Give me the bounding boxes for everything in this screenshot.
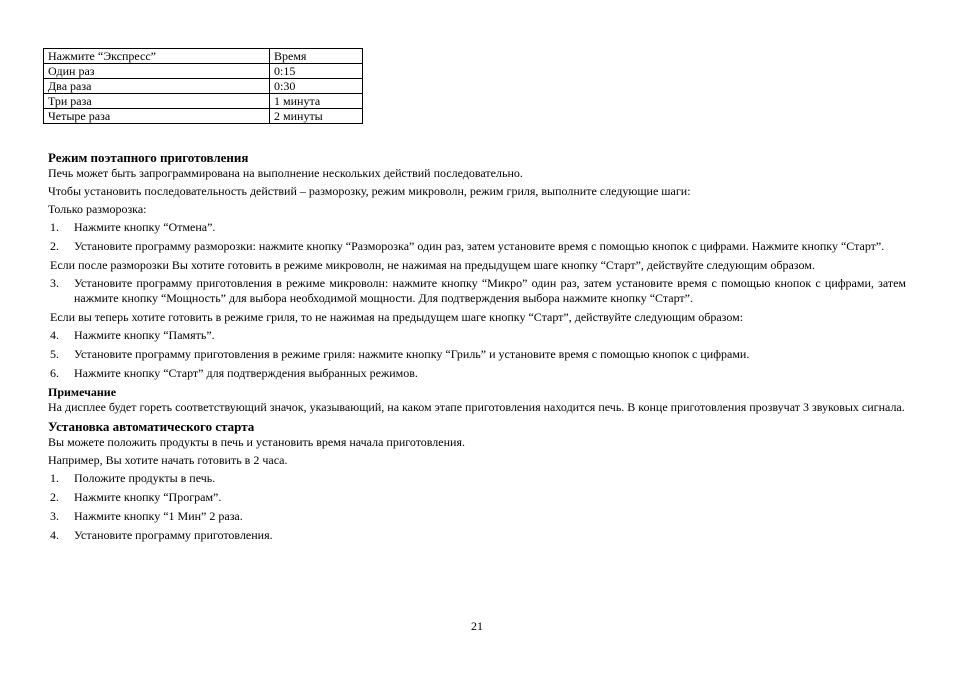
step-number: 2. — [50, 239, 59, 253]
section-heading-stepwise-cooking: Режим поэтапного приготовления — [48, 150, 249, 165]
note-heading: Примечание — [48, 385, 117, 399]
table-row — [44, 79, 363, 94]
table-cell: 0:15 — [270, 64, 363, 79]
list-item — [48, 528, 906, 543]
step-number: 3. — [50, 509, 59, 523]
step-number: 3. — [50, 276, 59, 290]
list-item — [48, 490, 906, 505]
table-cell: Два раза — [44, 79, 270, 94]
paragraph: Вы можете положить продукты в печь и установить время начала приготовления. — [48, 435, 465, 449]
table-header-cell: Время — [270, 49, 363, 64]
main-content — [48, 149, 906, 547]
table-cell: 0:30 — [270, 79, 363, 94]
page-number: 21 — [471, 619, 483, 633]
express-time-table — [43, 48, 363, 124]
step-text: Нажмите кнопку “Програм”. — [74, 490, 222, 504]
step-text: Нажмите кнопку “Старт” для подтверждения выбранных режимов. — [74, 366, 418, 380]
steps-list — [48, 276, 906, 306]
paragraph: Если после разморозки Вы хотите готовить в режиме микроволн, не нажимая на предыдущем шаге кнопку “Старт”, действуйте следующим образом. — [50, 258, 815, 272]
table-header-row — [44, 49, 363, 64]
list-item — [48, 509, 906, 524]
step-number: 4. — [50, 328, 59, 342]
list-item — [48, 347, 906, 362]
table-row — [44, 109, 363, 124]
steps-list — [48, 220, 906, 254]
step-number: 4. — [50, 528, 59, 542]
paragraph: Например, Вы хотите начать готовить в 2 часа. — [48, 453, 288, 467]
step-number: 5. — [50, 347, 59, 361]
table-cell: 2 минуты — [270, 109, 363, 124]
paragraph: Только разморозка: — [48, 202, 147, 216]
list-item — [48, 328, 906, 343]
table-row — [44, 64, 363, 79]
step-text: Нажмите кнопку “1 Мин” 2 раза. — [74, 509, 243, 523]
note-text: На дисплее будет гореть соответствующий значок, указывающий, на каком этапе приготовления находится печь. В конце приготовления прозвучат 3 звуковых сигнала. — [48, 400, 905, 414]
table-cell: Один раз — [44, 64, 270, 79]
step-text: Нажмите кнопку “Отмена”. — [74, 220, 216, 234]
list-item — [48, 471, 906, 486]
list-item — [48, 366, 906, 381]
steps-list — [48, 328, 906, 381]
steps-list — [48, 471, 906, 543]
step-number: 1. — [50, 471, 59, 485]
paragraph: Если вы теперь хотите готовить в режиме гриля, то не нажимая на предыдущем шаге кнопку “Старт”, действуйте следующим образом: — [50, 310, 744, 324]
table-row — [44, 94, 363, 109]
step-text: Установите программу приготовления. — [74, 528, 273, 542]
paragraph: Чтобы установить последовательность действий – разморозку, режим микроволн, режим гриля, выполните следующие шаги: — [48, 184, 691, 198]
step-text: Установите программу приготовления в режиме гриля: нажмите кнопку “Гриль” и установите время с помощью кнопок с цифрами. — [74, 347, 750, 361]
list-item — [48, 220, 906, 235]
list-item — [48, 239, 906, 254]
step-number: 1. — [50, 220, 59, 234]
section-heading-auto-start: Установка автоматического старта — [48, 419, 255, 434]
step-text: Положите продукты в печь. — [74, 471, 216, 485]
step-text: Нажмите кнопку “Память”. — [74, 328, 215, 342]
step-text: Установите программу приготовления в режиме микроволн: нажмите кнопку “Микро” один раз, затем установите время с помощью кнопок с цифрами, затем нажмите кнопку “Мощность” для выбора необходимой мощности. Для подтверждения выбора нажмите кнопку “Старт”. — [74, 276, 906, 305]
step-number: 2. — [50, 490, 59, 504]
paragraph: Печь может быть запрограммирована на выполнение нескольких действий последовательно. — [48, 166, 523, 180]
list-item — [48, 276, 906, 306]
step-text: Установите программу разморозки: нажмите кнопку “Разморозка” один раз, затем установите время с помощью кнопок с цифрами. Нажмите кнопку “Старт”. — [74, 239, 885, 253]
table-header-cell: Нажмите “Экспресс” — [44, 49, 270, 64]
step-number: 6. — [50, 366, 59, 380]
table-cell: Четыре раза — [44, 109, 270, 124]
table-cell: Три раза — [44, 94, 270, 109]
table-cell: 1 минута — [270, 94, 363, 109]
